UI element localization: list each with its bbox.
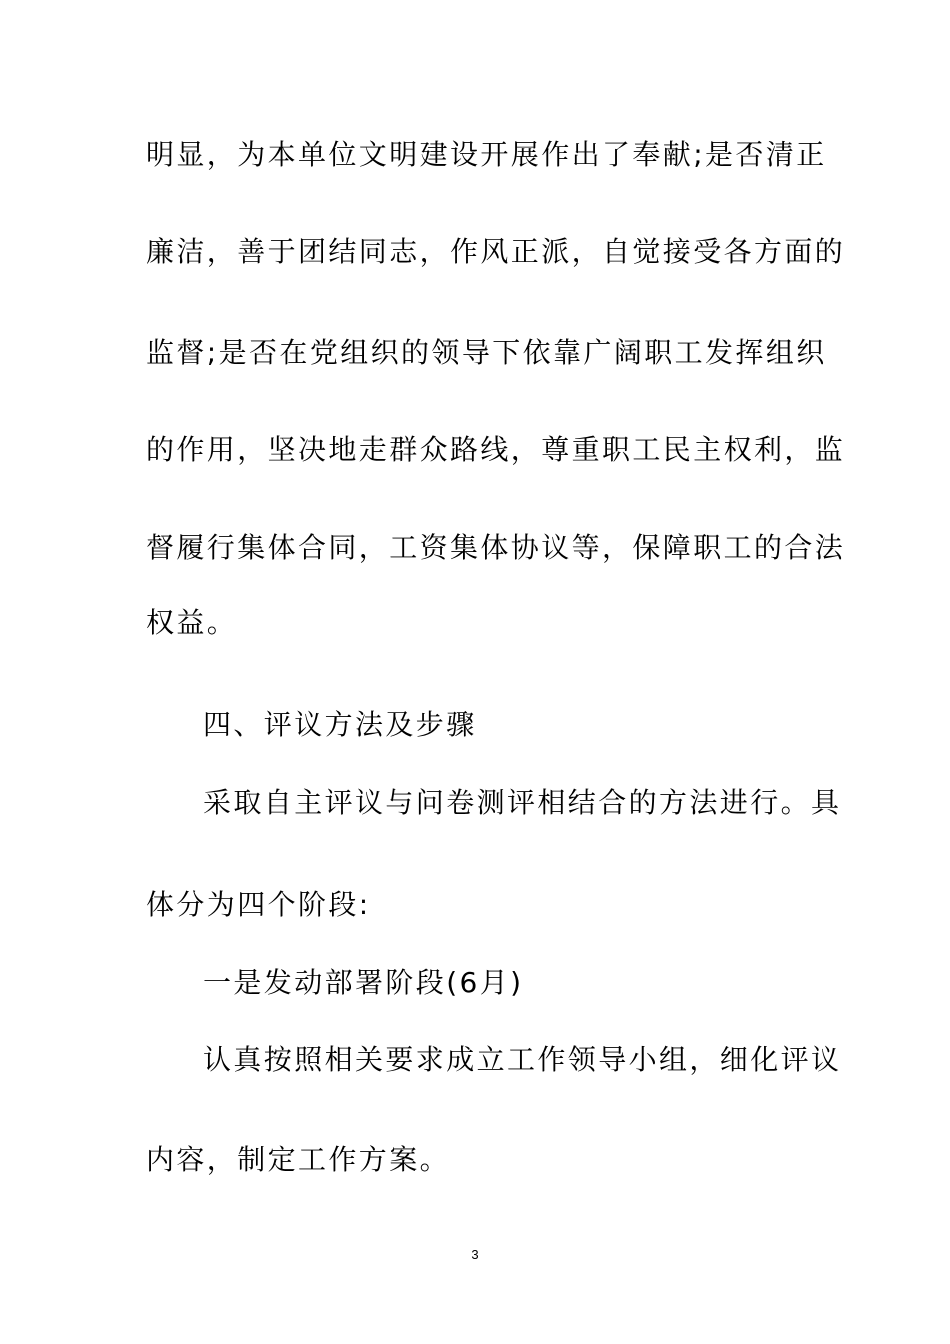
paragraph-line: 督履行集体合同，工资集体协议等，保障职工的合法 [146, 531, 846, 564]
paragraph-line: 认真按照相关要求成立工作领导小组，细化评议 [203, 1043, 842, 1076]
page-number: 3 [471, 1247, 479, 1262]
paragraph-line: 的作用，坚决地走群众路线，尊重职工民主权利，监 [146, 433, 846, 466]
paragraph-line: 内容，制定工作方案。 [146, 1143, 451, 1176]
paragraph-line: 权益。 [146, 606, 238, 639]
subsection-heading: 一是发动部署阶段(6月) [203, 966, 524, 999]
paragraph-line: 明显，为本单位文明建设开展作出了奉献;是否清正 [146, 138, 827, 171]
paragraph-line: 体分为四个阶段: [146, 888, 371, 921]
section-heading: 四、评议方法及步骤 [203, 708, 477, 741]
paragraph-line: 廉洁，善于团结同志，作风正派，自觉接受各方面的 [146, 235, 846, 268]
paragraph-line: 采取自主评议与问卷测评相结合的方法进行。具 [203, 786, 842, 819]
paragraph-line: 监督;是否在党组织的领导下依靠广阔职工发挥组织 [146, 336, 827, 369]
